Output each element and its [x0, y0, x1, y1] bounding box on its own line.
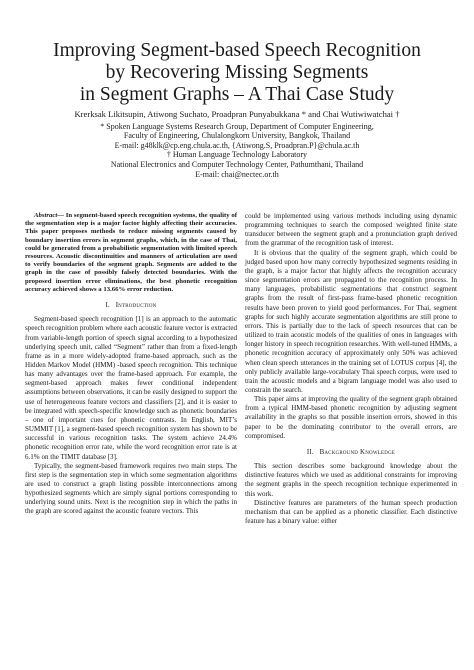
paragraph: This paper aims at improving the quality of the segment graph obtained from a typical HMM-based phonetic recognition by adjusting segment availability in the graphs so that possible insertion errors, showed in this paper to be the dominating contributor to the overall errors, are compromised.	[245, 395, 457, 440]
affiliation-1-email: E-mail: g48klk@cp.eng.chula.ac.th, {Atiwong.S, Proadpran.P}@chula.ac.th	[114, 140, 360, 150]
affiliation-2-email: E-mail: chai@nectec.or.th	[195, 169, 279, 179]
abstract-label: Abstract—	[34, 212, 65, 219]
section-number: I.	[105, 302, 110, 310]
abstract	[25, 212, 237, 294]
affiliation-1-line-2: Faculty of Engineering, Chulalongkorn University, Bangkok, Thailand	[123, 131, 351, 141]
paragraph: Segment-based speech recognition [1] is an approach to the automatic speech recognition problem where each acoustic feature vector is extracted from variable-length portion of speech signal according to a hypothesized underlying speech unit, called “Segment” rather than from a fixed-length frame as in a more widely-adopted frame-based approach, such as the Hidden Markov Model (HMM) -based speech recognition. This technique has many advantages over the frame-based approach. For example, the segment-based approach makes fewer conditional independent assumptions between observations, it can be easily designed to support the use of heterogeneous feature vectors and classifiers [2], and it is easier to be integrated with speech-specific knowledge such as phonetic boundaries – one of important cues for phonetic contrasts. In English, MIT’s SUMMIT [1], a segment-based speech recognition system has shown to be successful in various recognition tasks. The system achieve 24.4% phonetic recognition error rate, while the word recognition error rate is at 6.1% on the TIMIT database [3].	[25, 315, 237, 461]
affiliation-1-line-1: * Spoken Language Systems Research Group, Department of Computer Engineering,	[100, 121, 374, 131]
paragraph: Distinctive features are parameters of the human speech production mechanism that can be applied as a phonetic classifier. Each distinctive feature has a binary value: either	[245, 498, 457, 525]
paper-title	[20, 40, 454, 106]
abstract-text: In segment-based speech recognition systems, the quality of the segmentation step is a major factor highly affecting their accuracies. This paper proposes methods to reduce missing segments caused by boundary insertion errors in segment graphs, which, in the case of Thai, could be generated from a probabilistic segmentation with limited speech resources. Acoustic discontinuities and manners of articulation are used to verify boundaries of the segment graph. Segments are added to the graph in the case of possibly falsely detected boundaries. With the proposed insertion error eliminations, the best phonetic recognition accuracy achieved shows a 13.66% error reduction.	[25, 212, 237, 293]
paragraph: It is obvious that the quality of the segment graph, which could be judged based upon how many correctly hypothesized segments residing in the graph, is a major factor that highly affects the recognition accuracy since segmentation errors are propagated to the recognition process. In many languages, probabilistic segmentations that construct segment graphs from the result of first-pass frame-based phonetic recognition results have been proven to yield good performances. For Thai, segment graphs for such highly accurate segmentation algorithms are still prone to errors. This is partially due to the lack of speech resources that can be utilized to train acoustic models of the qualities of ones in languages with longer history in speech recognition researches. With well-tuned HMMs, a phonetic recognition accuracy of approximately only 50% was achieved when clean speech utterances in the training set of LOTUS corpus [4], the only publicly available large-vocabulary Thai speech corpus, were used to train the acoustic models and a bigram language model was also used to constrain the search.	[245, 248, 457, 394]
title-line-3: in Segment Graphs – A Thai Case Study	[79, 84, 395, 105]
author-block	[20, 110, 454, 179]
section-heading-background	[245, 448, 457, 457]
section-number: II.	[306, 448, 314, 456]
section-heading-introduction	[25, 301, 237, 310]
left-column	[25, 212, 237, 517]
paragraph: This section describes some background knowledge about the distinctive features which we used as additional constraints for improving the segment graphs in the speech recognition technique experimented in this work.	[245, 462, 457, 498]
title-line-2: by Recovering Missing Segments	[105, 62, 369, 83]
paragraph: could be implemented using various methods including using dynamic programming techniques to search the composed weighted finite state transducer between the segment graph and a pronunciation graph derived from the grammar of the recognition task of interest.	[245, 212, 457, 248]
affiliation-2-line-1: † Human Language Technology Laboratory	[166, 150, 308, 160]
title-line-1: Improving Segment-based Speech Recognition	[53, 40, 421, 61]
section-title: Background Knowledge	[319, 448, 396, 456]
paragraph: Typically, the segment-based framework requires two main steps. The first step is the segmentation step in which some segmentation algorithms are used to construct a graph listing possible interconnections among hypothesized segments which are simply signal portions corresponding to underlying sound units. Next is the recognition step in which the paths in the graph are scored against the acoustic feature vectors. This	[25, 461, 237, 516]
affiliation-2-line-2: National Electronics and Computer Technology Center, Pathumthani, Thailand	[110, 159, 364, 169]
section-title: Introduction	[115, 302, 157, 310]
right-column	[245, 212, 457, 526]
author-names: Krerksak Likitsupin, Atiwong Suchato, Proadpran Punyabukkana * and Chai Wutiwiwatchai †	[74, 109, 400, 119]
